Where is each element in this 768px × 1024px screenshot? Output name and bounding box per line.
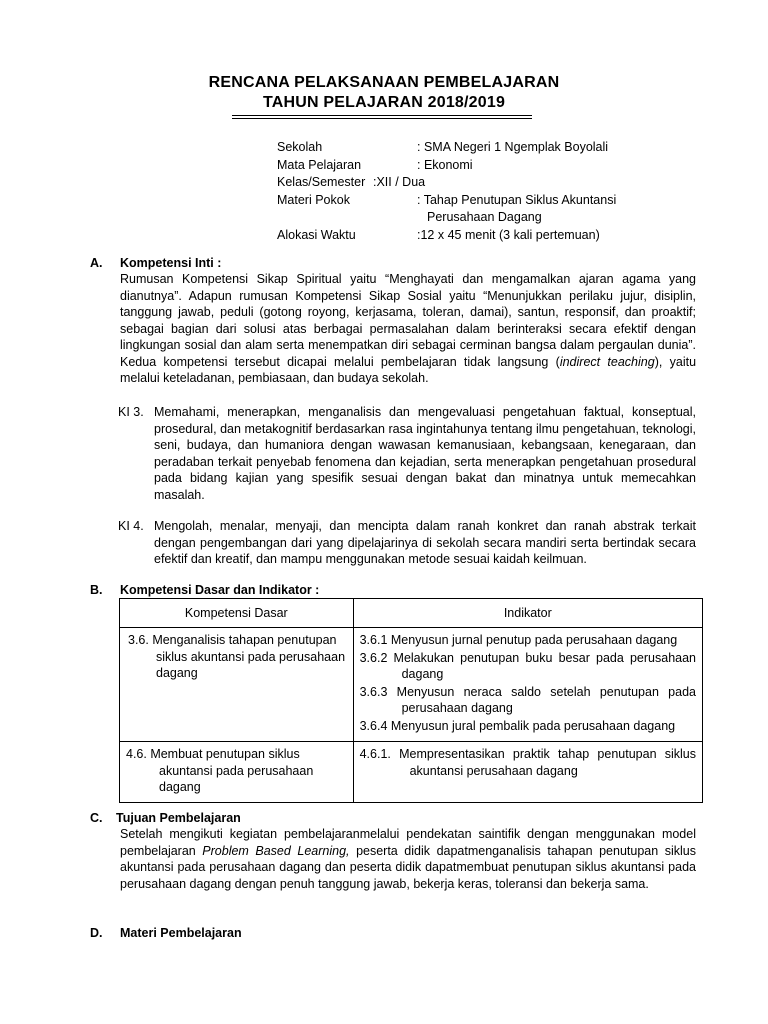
indicator-4-6-1: 4.6.1. Mempresentasikan praktik tahap penutupan siklus akuntansi perusahaan dagang	[359, 747, 696, 778]
competence-indicator-table	[119, 598, 703, 803]
school-label: Sekolah	[277, 140, 323, 154]
learning-objective-text	[120, 826, 696, 892]
section-a-letter: A.	[90, 256, 103, 270]
core-competence-intro	[120, 271, 696, 387]
table-header-row	[120, 599, 703, 628]
title-rule-bottom	[232, 118, 532, 119]
indicator-3-6-3: 3.6.3 Menyusun neraca saldo setelah penutupan pada perusahaan dagang	[359, 684, 696, 715]
table-header-indicator: Indikator	[353, 599, 702, 628]
section-c-heading	[90, 810, 241, 827]
table-cell-indicators-4-6	[353, 742, 702, 803]
indicator-3-6-1: 3.6.1 Menyusun jurnal penutup pada perusahaan dagang	[359, 633, 678, 647]
objective-text-part1: Setelah mengikuti kegiatan pembelajaranmelalui pendekatan saintifik dengan menggunakan model pembelajaran	[120, 827, 696, 858]
identity-row-topic-cont	[277, 209, 677, 227]
school-value: : SMA Negeri 1 Ngemplak Boyolali	[417, 140, 609, 154]
ki4-text: Mengolah, menalar, menyaji, dan mencipta dalam ranah konkret dan ranah abstrak terkait dengan pengembangan dari yang dipelajarinya di sekolah secara mandiri serta bertindak secara efektif dan kreatif, dan mampu menggunakan metode sesuai kaidah keilmuan.	[154, 519, 696, 566]
topic-value-continued: Perusahaan Dagang	[427, 210, 542, 224]
time-value: :12 x 45 menit (3 kali pertemuan)	[417, 227, 600, 242]
class-label: Kelas/Semester	[277, 175, 366, 189]
document-title-line1: RENCANA PELAKSANAAN PEMBELAJARAN	[208, 74, 560, 91]
section-a-heading	[90, 255, 221, 272]
kd-3-6-text: 3.6. Menganalisis tahapan penutupan siklus akuntansi pada perusahaan dagang	[128, 633, 346, 680]
section-a-title: Kompetensi Inti :	[120, 256, 222, 270]
table-row	[120, 628, 703, 742]
subject-value: : Ekonomi	[417, 157, 473, 172]
table-cell-indicators-3-6	[353, 628, 702, 742]
section-b-heading	[90, 582, 319, 599]
intro-text-italic: indirect teaching	[559, 354, 655, 369]
class-value: :XII / Dua	[373, 175, 426, 189]
identity-row-class	[277, 174, 677, 192]
section-d-title: Materi Pembelajaran	[120, 926, 242, 940]
objective-text-part2: peserta didik dapatmenganalisis tahapan penutupan siklus akuntansi pada perusahaan dagang dan peserta didik dapatmembuat penutupan siklus akuntansi pada perusahaan dagang dengan penuh tanggung jawab, bekerja keras, toleransi dan bekerja sama.	[120, 843, 696, 891]
identity-row-topic	[277, 192, 677, 210]
identity-block	[277, 139, 677, 244]
identity-row-school	[277, 139, 677, 157]
section-c-title: Tujuan Pembelajaran	[116, 811, 241, 825]
ki3-text: Memahami, menerapkan, menganalisis dan mengevaluasi pengetahuan faktual, konseptual, prosedural, dan metakognitif berdasarkan rasa ingintahunya tentang ilmu pengetahuan, teknologi, seni, budaya, dan humaniora dengan wawasan kemanusiaan, kebangsaan, kenegaraan, dan peradaban terkait penyebab fenomena dan kejadian, serta menerapkan pengetahuan prosedural pada bidang kajian yang spesifik sesuai dengan bakat dan minatnya untuk memecahkan masalah.	[154, 405, 696, 502]
section-c-letter: C.	[90, 811, 103, 825]
identity-row-subject	[277, 157, 677, 175]
intro-text-part2: ), yaitu melalui keteladanan, pembiasaan, dan budaya sekolah.	[120, 354, 697, 385]
topic-value: : Tahap Penutupan Siklus Akuntansi	[417, 192, 617, 207]
subject-label: Mata Pelajaran	[277, 157, 362, 172]
title-rule-top	[232, 115, 532, 116]
objective-text-italic: Problem Based Learning,	[202, 843, 350, 858]
section-d-letter: D.	[90, 926, 103, 940]
identity-row-time	[277, 227, 677, 245]
indicator-3-6-2: 3.6.2 Melakukan penutupan buku besar pada perusahaan dagang	[359, 650, 696, 681]
time-label: Alokasi Waktu	[277, 227, 356, 242]
kd-4-6-text: 4.6. Membuat penutupan siklus akuntansi pada perusahaan dagang	[126, 747, 314, 794]
table-cell-kd-4-6	[120, 742, 354, 803]
section-d-heading	[90, 925, 242, 942]
intro-text-part1: Rumusan Kompetensi Sikap Spiritual yaitu “Menghayati dan mengamalkan ajaran agama yang dianutnya”. Adapun rumusan Kompetensi Sikap Sosial yaitu “Menunjukkan perilaku jujur, disiplin, tanggung jawab, peduli (gotong royong, kerjasama, toleran, damai), santun, responsif, dan proaktif; sebagai bagian dari solusi atas berbagai permasalahan dalam berinteraksi secara efektif dengan lingkungan sosial dan alam serta menempatkan diri sebagai cerminan bangsa dalam pergaulan dunia”. Kedua kompetensi tersebut dicapai melalui pembelajaran tidak langsung (	[120, 272, 696, 369]
table-header-basic-competence: Kompetensi Dasar	[120, 599, 354, 628]
ki3-label: KI 3.	[118, 405, 144, 419]
indicator-3-6-4: 3.6.4 Menyusun jural pembalik pada perusahaan dagang	[359, 718, 676, 733]
table-cell-kd-3-6	[120, 628, 354, 742]
ki4-label: KI 4.	[118, 519, 144, 533]
topic-label: Materi Pokok	[277, 192, 350, 207]
section-b-letter: B.	[90, 583, 103, 597]
document-title-line2: TAHUN PELAJARAN 2018/2019	[262, 94, 506, 111]
section-b-title: Kompetensi Dasar dan Indikator :	[120, 583, 320, 597]
table-row	[120, 742, 703, 803]
